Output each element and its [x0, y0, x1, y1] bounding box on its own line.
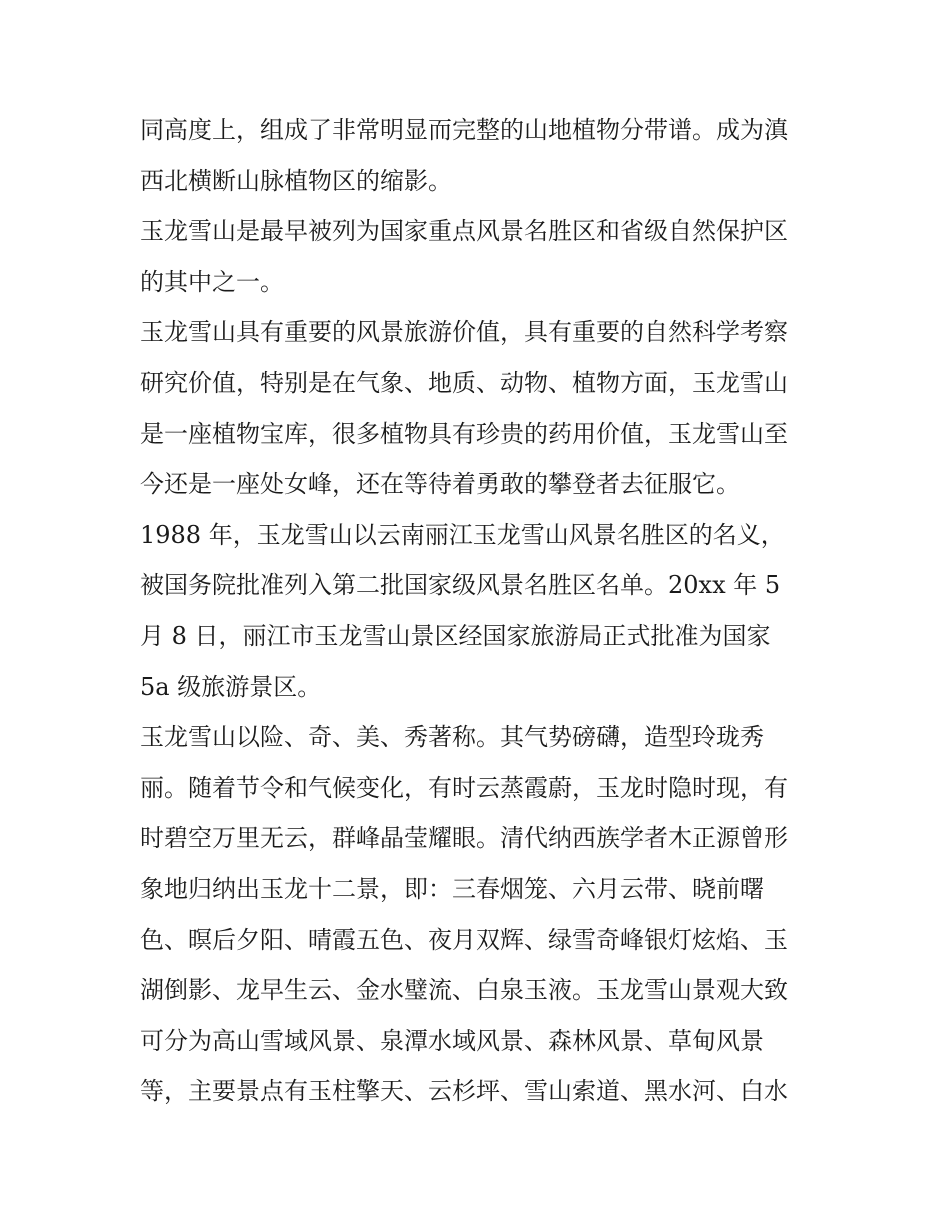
text-line: 西北横断山脉植物区的缩影。 [140, 166, 452, 195]
text-line: 时碧空万里无云，群峰晶莹耀眼。清代纳西族学者木正源曾形 [140, 824, 788, 853]
text-line: 可分为高山雪域风景、泉潭水域风景、森林风景、草甸风景 [140, 1026, 764, 1055]
text-line: 玉龙雪山是最早被列为国家重点风景名胜区和省级自然保护区 [140, 217, 788, 246]
text-line: 研究价值，特别是在气象、地质、动物、植物方面，玉龙雪山 [140, 368, 788, 397]
text-line: 湖倒影、龙早生云、金水璧流、白泉玉液。玉龙雪山景观大致 [140, 976, 788, 1005]
body-text [140, 105, 830, 1117]
text-line: 丽。随着节令和气候变化，有时云蒸霞蔚，玉龙时隐时现，有 [140, 773, 788, 802]
text-line: 玉龙雪山具有重要的风景旅游价值，具有重要的自然科学考察 [140, 318, 788, 347]
text-line: 被国务院批准列入第二批国家级风景名胜区名单。20xx 年 5 [140, 571, 781, 600]
text-line: 1988 年，玉龙雪山以云南丽江玉龙雪山风景名胜区的名义， [140, 520, 785, 549]
text-line: 象地归纳出玉龙十二景，即：三春烟笼、六月云带、晓前曙 [140, 874, 764, 903]
text-line: 玉龙雪山以险、奇、美、秀著称。其气势磅礴，造型玲珑秀 [140, 723, 764, 752]
text-line: 5a 级旅游景区。 [140, 672, 322, 701]
text-line: 今还是一座处女峰，还在等待着勇敢的攀登者去征服它。 [140, 470, 740, 499]
text-line: 同高度上，组成了非常明显而完整的山地植物分带谱。成为滇 [140, 116, 788, 144]
text-line: 是一座植物宝库，很多植物具有珍贵的药用价值，玉龙雪山至 [140, 419, 788, 448]
text-line: 的其中之一。 [140, 267, 284, 296]
text-line: 等，主要景点有玉柱擎天、云杉坪、雪山索道、黑水河、白水 [140, 1077, 788, 1106]
text-line: 色、暝后夕阳、晴霞五色、夜月双辉、绿雪奇峰银灯炫焰、玉 [140, 925, 788, 954]
text-line: 月 8 日，丽江市玉龙雪山景区经国家旅游局正式批准为国家 [140, 621, 771, 650]
